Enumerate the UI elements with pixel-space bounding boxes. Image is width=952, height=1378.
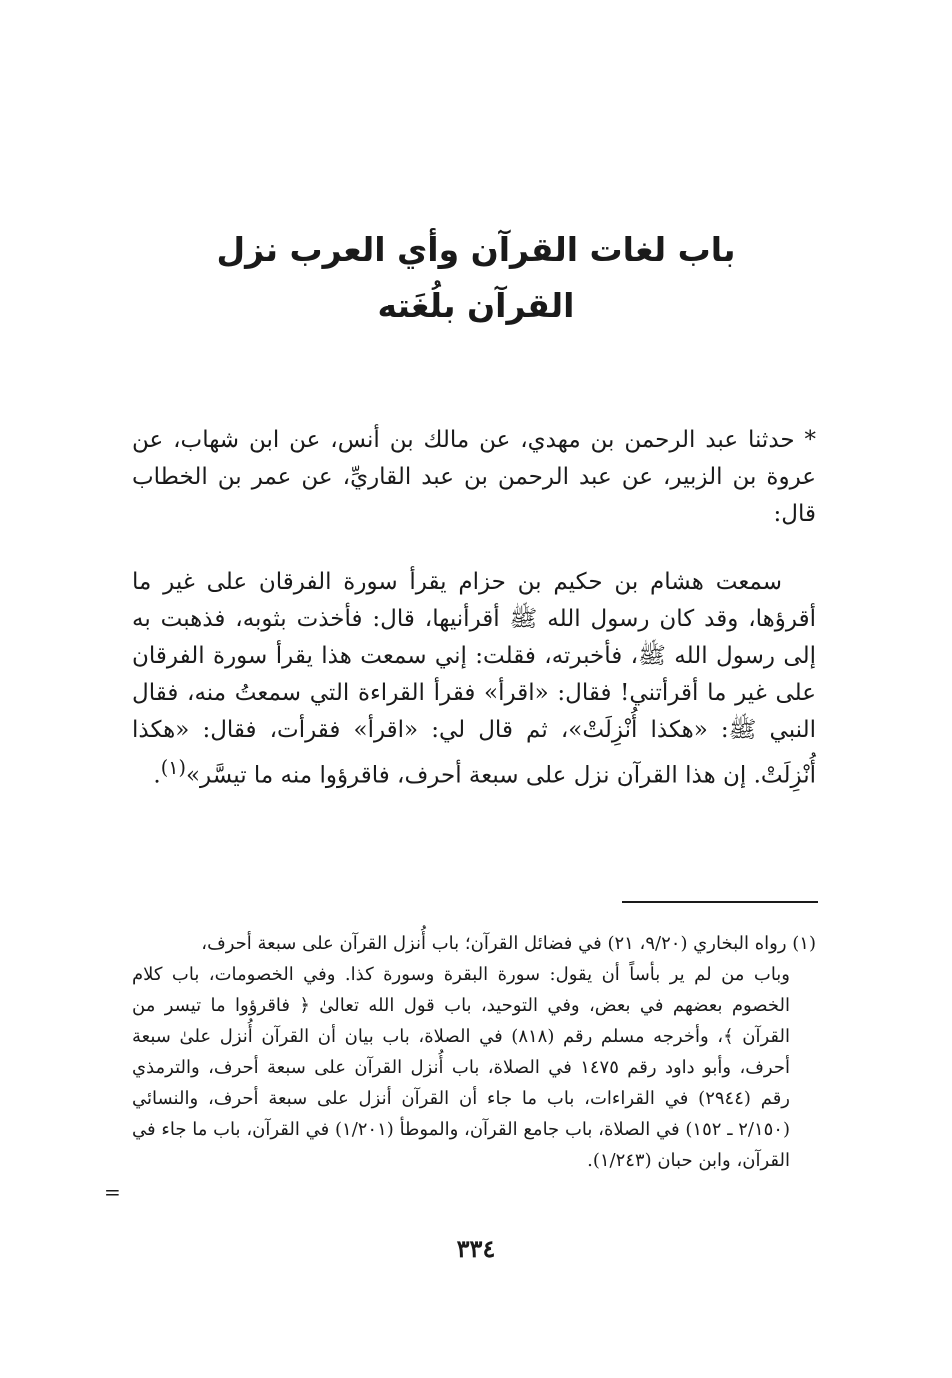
page-number: ٣٣٤: [456, 1234, 496, 1263]
hadith-matn: [132, 564, 816, 795]
chapter-title-line-2: القرآن بلُغَته: [377, 286, 575, 325]
chapter-title-line-1: باب لغات القرآن وأي العرب نزل: [216, 230, 736, 269]
footnote-continuation-mark: =: [104, 1180, 121, 1204]
chapter-title: [130, 222, 822, 334]
footnote: [132, 928, 816, 1176]
footnote-separator: [622, 901, 818, 903]
footnote-reference: (١): [160, 756, 186, 779]
hadith-isnad: * حدثنا عبد الرحمن بن مهدي، عن مالك بن أنس، عن ابن شهاب، عن عروة بن الزبير، عن عبد الرحمن بن عبد القاريِّ، عن عمر بن الخطاب قال:: [132, 427, 816, 527]
hadith-end-punctuation: .: [153, 762, 161, 789]
footnote-marker: (١): [792, 933, 816, 954]
footnote-first-line: رواه البخاري (٩/٢٠، ٢١) في فضائل القرآن؛ باب أُنزل القرآن على سبعة أحرف،: [201, 933, 787, 954]
footnote-body: وباب من لم ير بأساً أن يقول: سورة البقرة وسورة كذا. وفي الخصومات، باب كلام الخصوم بعضهم في بعض، وفي التوحيد، باب قول الله تعالىٰ ﴿ فاقرؤوا ما تيسر من القرآن ﴾، وأخرجه مسلم رقم (٨١٨) في الصلاة، باب بيان أن القرآن أُنزل علىٰ سبعة أحرف، وأبو داود رقم ١٤٧٥ في الصلاة، باب أُنزل القرآن على سبعة أحرف، والترمذي رقم (٢٩٤٤) في القراءات، باب ما جاء أن القرآن أنزل على سبعة أحرف، والنسائي (٢/١٥٠ ـ ١٥٢) في الصلاة، باب جامع القرآن، والموطأ (١/٢٠١) في القرآن، باب ما جاء في القرآن، وابن حبان (١/٢٤٣).: [132, 964, 791, 1171]
hadith-matn-text: سمعت هشام بن حكيم بن حزام يقرأ سورة الفرقان على غير ما أقرؤها، وقد كان رسول الله ﷺ أقرأنيها، قال: فأخذت بثوبه، فذهبت به إلى رسول الله ﷺ، فأخبرته، فقلت: إني سمعت هذا يقرأ سورة الفرقان على غير ما أقرأتني! فقال: «اقرأ» فقرأ القراءة التي سمعتُ منه، فقال النبي ﷺ: «هكذا أُنْزِلَتْ»، ثم قال لي: «اقرأ» فقرأت، فقال: «هكذا أُنْزِلَتْ. إن هذا القرآن نزل على سبعة أحرف، فاقرؤوا منه ما تيسَّر»: [132, 569, 816, 789]
